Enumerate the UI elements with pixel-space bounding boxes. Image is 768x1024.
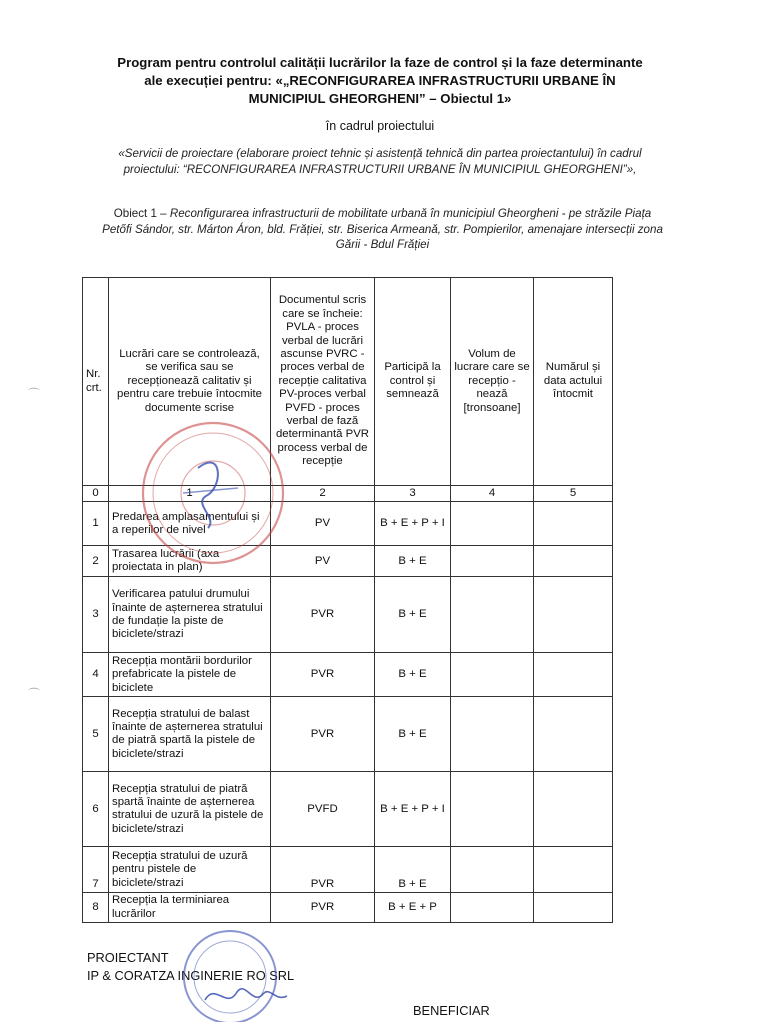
obiect-lead: Obiect 1 – xyxy=(113,207,170,220)
proiectant-company: IP & CORATZA INGINERIE RO SRL xyxy=(87,968,295,983)
index-cell: 0 xyxy=(83,486,109,502)
row-volum xyxy=(451,847,534,893)
blue-stamp-icon xyxy=(175,922,290,1022)
row-nr: 8 xyxy=(83,893,109,923)
row-participa: B + E xyxy=(375,697,451,772)
row-document: PVR xyxy=(271,847,375,893)
row-document: PVR xyxy=(271,577,375,653)
row-numar xyxy=(534,847,613,893)
row-document: PV xyxy=(271,502,375,546)
row-lucrare: Trasarea lucrării (axa proiectata in plan) xyxy=(109,546,271,577)
header-volum: Volum de lucrare care se recepțio - nează [tronsoane] xyxy=(451,278,534,486)
row-lucrare: Recepția stratului de piatră spartă înainte de așternerea stratului de uzură la pistele de biciclete/strazi xyxy=(109,772,271,847)
table-row xyxy=(83,577,613,653)
project-description: «Servicii de proiectare (elaborare proiect tehnic și asistență tehnică din partea proiectantului) în cadrul proiectului: “RECONFIGURAREA INFRASTRUCTURII URBANE ÎN MUNICIPIUL GHEORGHENI”», xyxy=(118,147,642,176)
table-row xyxy=(83,847,613,893)
header-participa: Participă la control și semnează xyxy=(375,278,451,486)
row-volum xyxy=(451,697,534,772)
row-lucrare: Recepția la terminiarea lucrărilor xyxy=(109,893,271,923)
row-nr: 4 xyxy=(83,653,109,697)
header-document: Documentul scris care se încheie: PVLA - proces verbal de lucrări ascunse PVRC -proces verbal de recepție calitativa PV-proces verbal PVFD - proces verbal de fază determinantă PVR process verbal de recepție xyxy=(271,278,375,486)
control-program-table xyxy=(82,277,613,923)
row-participa: B + E xyxy=(375,653,451,697)
row-numar xyxy=(534,697,613,772)
row-nr: 5 xyxy=(83,697,109,772)
header-numar: Numărul și data actului întocmit xyxy=(534,278,613,486)
row-numar xyxy=(534,502,613,546)
title-line-3: MUNICIPIUL GHEORGHENI” – Obiectul 1» xyxy=(248,91,512,106)
row-document: PV xyxy=(271,546,375,577)
header-lucrari: Lucrări care se controlează, se verifica sau se recepționează calitativ și pentru care trebuie întocmite documente scrise xyxy=(109,278,271,486)
row-participa: B + E + P + I xyxy=(375,772,451,847)
row-participa: B + E + P xyxy=(375,893,451,923)
row-document: PVFD xyxy=(271,772,375,847)
row-nr: 7 xyxy=(83,847,109,893)
row-numar xyxy=(534,546,613,577)
table-row xyxy=(83,772,613,847)
row-nr: 1 xyxy=(83,502,109,546)
row-numar xyxy=(534,893,613,923)
row-lucrare: Recepția montării bordurilor prefabricate la pistele de biciclete xyxy=(109,653,271,697)
row-document: PVR xyxy=(271,697,375,772)
row-participa: B + E + P + I xyxy=(375,502,451,546)
title-line-2: ale execuției pentru: «„RECONFIGURAREA INFRASTRUCTURII URBANE ÎN xyxy=(144,73,616,88)
document-subtitle: în cadrul proiectului xyxy=(325,119,435,133)
row-volum xyxy=(451,653,534,697)
row-lucrare: Predarea amplasamentului și a reperilor de nivel xyxy=(109,502,271,546)
row-nr: 3 xyxy=(83,577,109,653)
index-cell: 5 xyxy=(534,486,613,502)
row-volum xyxy=(451,893,534,923)
header-nr: Nr. crt. xyxy=(83,278,109,486)
margin-mark-icon: ⌒ xyxy=(28,387,41,401)
beneficiar-label: BENEFICIAR xyxy=(413,1003,490,1018)
table-row xyxy=(83,653,613,697)
obiect-description xyxy=(100,206,665,253)
table-row xyxy=(83,697,613,772)
row-numar xyxy=(534,577,613,653)
index-cell: 4 xyxy=(451,486,534,502)
row-participa: B + E xyxy=(375,847,451,893)
row-volum xyxy=(451,772,534,847)
row-volum xyxy=(451,577,534,653)
row-nr: 6 xyxy=(83,772,109,847)
row-document: PVR xyxy=(271,893,375,923)
index-cell: 3 xyxy=(375,486,451,502)
row-numar xyxy=(534,653,613,697)
margin-mark-icon: ⌒ xyxy=(28,687,41,701)
index-cell: 1 xyxy=(109,486,271,502)
index-cell: 2 xyxy=(271,486,375,502)
row-participa: B + E xyxy=(375,546,451,577)
row-numar xyxy=(534,772,613,847)
row-participa: B + E xyxy=(375,577,451,653)
row-lucrare: Recepția stratului de balast înainte de așternerea stratului de piatră spartă la pistele de biciclete/strazi xyxy=(109,697,271,772)
document-title xyxy=(90,54,670,108)
title-line-1: Program pentru controlul calității lucrărilor la faze de control și la faze determinante xyxy=(117,55,643,70)
proiectant-label: PROIECTANT xyxy=(87,950,169,965)
row-lucrare: Recepția stratului de uzură pentru pistele de biciclete/strazi xyxy=(109,847,271,893)
row-nr: 2 xyxy=(83,546,109,577)
red-stamp-icon xyxy=(128,408,298,578)
table-row xyxy=(83,893,613,923)
row-volum xyxy=(451,546,534,577)
row-lucrare: Verificarea patului drumului înainte de așternerea stratului de fundație la piste de biciclete/strazi xyxy=(109,577,271,653)
obiect-text: Reconfigurarea infrastructurii de mobilitate urbană în municipiul Gheorgheni - pe străzile Piața Petőfi Sándor, str. Márton Áron, bld. Frăției, str. Biserica Armeană, str. Pompierilor, amenajare intersecții zona Gării - Bdul Frăției xyxy=(102,207,663,252)
row-volum xyxy=(451,502,534,546)
row-document: PVR xyxy=(271,653,375,697)
